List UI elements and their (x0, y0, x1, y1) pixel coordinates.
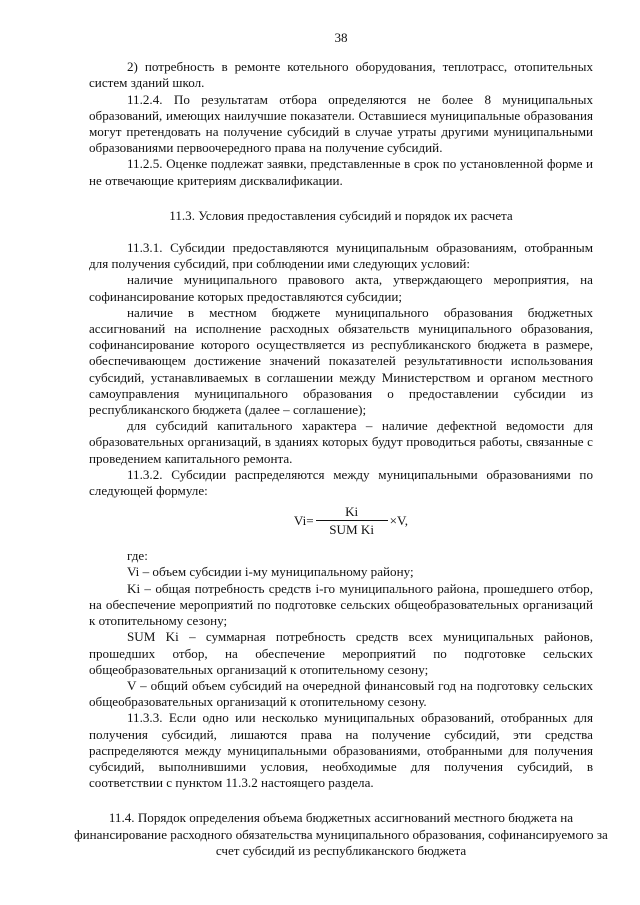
formula-fraction (316, 503, 388, 538)
section-heading-11-3: 11.3. Условия предоставления субсидий и порядок их расчета (169, 207, 513, 223)
paragraph: 2) потребность в ремонте котельного оборудования, теплотрасс, отопительных систем зданий школ. (89, 59, 593, 91)
definition: Vi – объем субсидии i-му муниципальному району; (127, 564, 414, 580)
paragraph: для субсидий капитального характера – наличие дефектной ведомости для образовательных организаций, в зданиях которых будут проводиться работы, связанные с проведением капитального ремонта. (89, 418, 593, 466)
formula-lhs: Vi= (293, 512, 314, 528)
formula-denominator: SUM Ki (329, 522, 374, 538)
formula-numerator: Ki (316, 503, 388, 521)
definition: SUM Ki – суммарная потребность средств всех муниципальных районов, прошедших отбор, на обеспечение мероприятий по подготовке сельских общеобразовательных организаций к отопительному сезону; (89, 629, 593, 677)
document-page (74, 30, 608, 859)
paragraph: 11.3.3. Если одно или несколько муниципальных образований, отобранных для получения субсидий, лишаются права на получение субсидий, эти средства распределяются между муниципальными образованиями, отобранными для получения субсидий, выполнившими условия, необходимые для получения субсидий, в соответствии с пунктом 11.3.2 настоящего раздела. (89, 710, 593, 791)
page-number: 38 (334, 30, 348, 45)
where-label: где: (127, 548, 148, 564)
paragraph: 11.3.1. Субсидии предоставляются муниципальным образованиям, отобранным для получения субсидий, при соблюдении ими следующих условий: (89, 240, 593, 272)
paragraph: 11.2.4. По результатам отбора определяются не более 8 муниципальных образований, имеющих наилучшие показатели. Оставшиеся муниципальные образования могут претендовать на получение субсидий в случае утраты другими муниципальными образованиями первоочередного права на получение субсидий. (89, 91, 593, 156)
paragraph: наличие в местном бюджете муниципального образования бюджетных ассигнований на исполнение расходных обязательств муниципального образования, софинансирование которого осуществляется из республиканского бюджета в размере, обеспечивающем достижение значений показателей результативности использования субсидий, устанавливаемых в соглашении между Министерством и органом местного самоуправления муниципального образования о предоставлении субсидии из республиканского бюджета (далее – соглашение); (89, 304, 593, 418)
formula (89, 503, 593, 538)
definition: Ki – общая потребность средств i-го муниципального района, прошедшего отбор, на обеспечение мероприятий по подготовке сельских общеобразовательных организаций к отопительному сезону; (89, 580, 593, 629)
section-heading-11-4: 11.4. Порядок определения объема бюджетных ассигнований местного бюджета на финансирование расходного обязательства муниципального образования, софинансируемого за счет субсидий из республиканского бюджета (74, 810, 608, 858)
formula-rhs: ×V, (389, 512, 409, 528)
paragraph: наличие муниципального правового акта, утверждающего мероприятия, на софинансирование которых предоставляются субсидии; (89, 272, 593, 304)
paragraph: 11.2.5. Оценке подлежат заявки, представленные в срок по установленной форме и не отвечающие критериям дисквалификации. (89, 156, 593, 188)
paragraph: 11.3.2. Субсидии распределяются между муниципальными образованиями по следующей формуле: (89, 466, 593, 499)
definition: V – общий объем субсидий на очередной финансовый год на подготовку сельских общеобразовательных организаций к отопительному сезону. (89, 677, 593, 710)
